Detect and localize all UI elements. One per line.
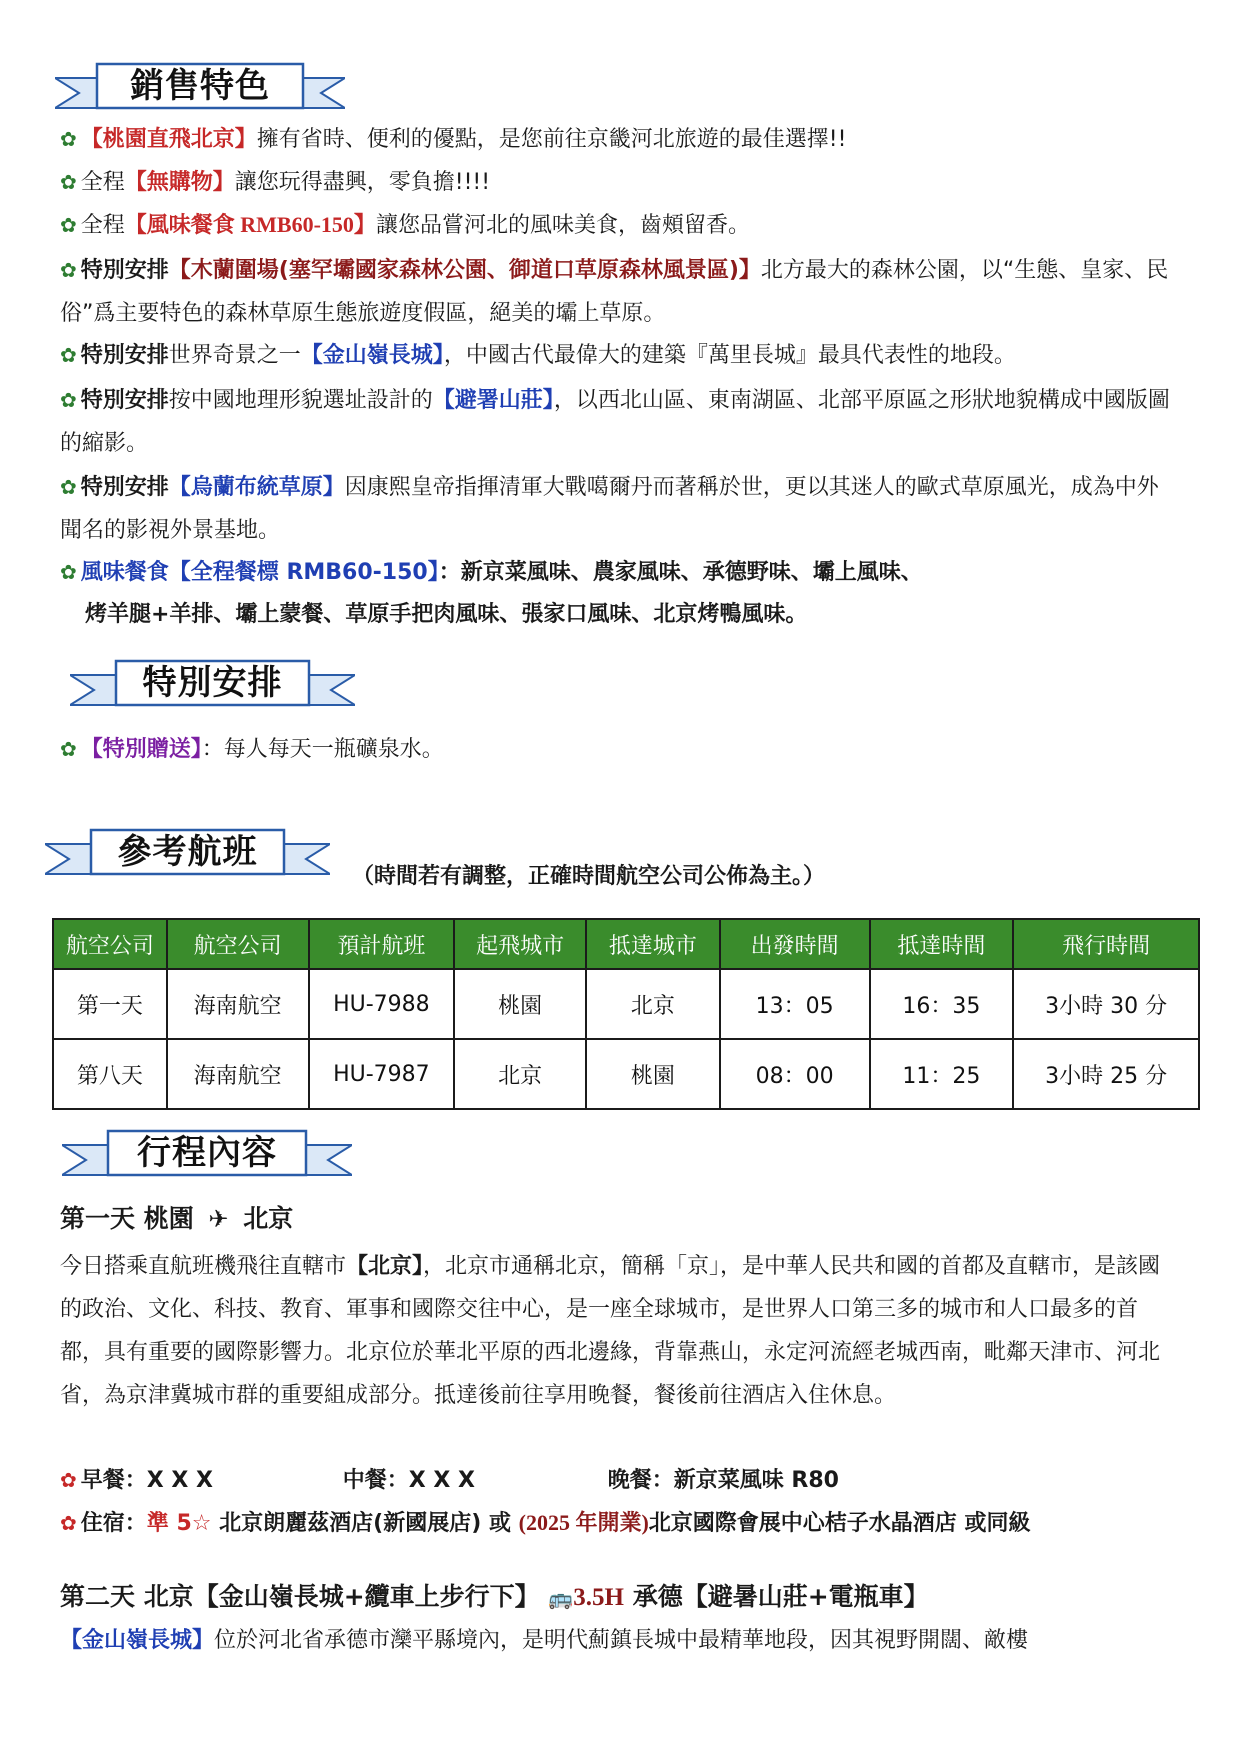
feature-text: ，以西北山區、東南湖區、北部平原區之形狀地貌構成中國版圖的縮影。 xyxy=(60,388,1170,456)
section-title: 銷售特色 xyxy=(130,66,270,106)
table-cell: 海南航空 xyxy=(167,969,309,1039)
flights-note: （時間若有調整，正確時間航空公司公佈為主。） xyxy=(352,864,826,889)
feature-item: ✿ 全程【無購物】讓您玩得盡興，零負擔!!!! xyxy=(60,170,491,195)
table-cell: 13：05 xyxy=(720,969,870,1039)
day1-meals xyxy=(60,1465,1180,1496)
table-cell: 3小時 25 分 xyxy=(1013,1039,1199,1109)
hotel-name: 北京朗麗茲酒店(新國展店) xyxy=(219,1511,482,1536)
bus-icon: 🚌 xyxy=(548,1586,574,1610)
special-item xyxy=(60,734,1180,765)
feature-item: ✿ 特別安排按中國地理形貌選址設計的【避署山莊】，以西北山區、東南湖區、北部平原區之形狀地貌構成中國版圖的縮影。 xyxy=(60,388,1170,456)
column-header: 飛行時間 xyxy=(1013,919,1199,969)
table-row xyxy=(53,969,1199,1039)
section-banner-flights xyxy=(45,824,330,886)
table-cell: HU-7987 xyxy=(309,1039,455,1109)
day1-accommodation: ✿ 住宿：準 5☆ 北京朗麗茲酒店(新國展店) 或 (2025 年開業)北京國際會展中心桔子水晶酒店 或同級 xyxy=(60,1510,1031,1536)
section-banner-itinerary xyxy=(62,1125,352,1187)
column-header: 抵達城市 xyxy=(586,919,720,969)
flower-icon: ✿ xyxy=(60,1511,77,1535)
section-banner-features xyxy=(55,58,345,120)
special-text: ：每人每天一瓶礦泉水。 xyxy=(201,737,444,762)
feature-item: ✿ 風味餐食【全程餐標 RMB60-150】：新京菜風味、農家風味、承德野味、壩上風味、 xyxy=(60,560,923,585)
table-cell: 海南航空 xyxy=(167,1039,309,1109)
feature-highlight: 【木蘭圍場(塞罕壩國家森林公園、御道口草原森林風景區)】 xyxy=(168,258,761,283)
feature-text: 讓您品嘗河北的風味美食，齒頰留香。 xyxy=(375,213,750,238)
table-cell: 3小時 30 分 xyxy=(1013,969,1199,1039)
column-header: 抵達時間 xyxy=(870,919,1014,969)
meal-dinner: 晚餐：新京菜風味 R80 xyxy=(607,1468,839,1493)
feature-highlight: 【避署山莊】 xyxy=(432,388,554,413)
feature-text: ，中國古代最偉大的建築『萬里長城』最具代表性的地段。 xyxy=(443,343,1016,368)
feature-text: 因康熙皇帝指揮清軍大戰噶爾丹而著稱於世，更以其迷人的歐式草原風光，成為中外聞名的影視外景基地。 xyxy=(60,475,1159,543)
feature-item: ✿ 特別安排世界奇景之一【金山嶺長城】，中國古代最偉大的建築『萬里長城』最具代表性的地段。 xyxy=(60,343,1016,368)
day1-title: 第一天 桃園 ✈ 北京 xyxy=(60,1204,294,1233)
feature-highlight: 【烏蘭布統草原】 xyxy=(168,475,345,500)
section-title: 特別安排 xyxy=(142,663,283,703)
feature-item-continued: 烤羊腿+羊排、壩上蒙餐、草原手把肉風味、張家口風味、北京烤鴨風味。 xyxy=(85,602,808,627)
table-cell: 北京 xyxy=(586,969,720,1039)
column-header: 預計航班 xyxy=(309,919,455,969)
clover-icon: ✿ xyxy=(60,475,77,499)
clover-icon: ✿ xyxy=(60,388,77,412)
table-cell: 11：25 xyxy=(870,1039,1014,1109)
column-header: 航空公司 xyxy=(167,919,309,969)
meal-breakfast: 早餐：X X X xyxy=(80,1468,213,1493)
clover-icon: ✿ xyxy=(60,343,77,367)
section-title: 行程內容 xyxy=(137,1133,277,1173)
feature-highlight: 【風味餐食 RMB60-150】 xyxy=(124,212,376,237)
feature-text: 讓您玩得盡興，零負擔!!!! xyxy=(234,170,491,195)
table-cell: 桃園 xyxy=(586,1039,720,1109)
flights-table xyxy=(52,918,1200,1110)
day2-title: 第二天 北京【金山嶺長城+纜車上步行下】 🚌3.5H 承德【避暑山莊+電瓶車】 xyxy=(60,1582,929,1611)
table-cell: 第八天 xyxy=(53,1039,167,1109)
meal-lunch: 中餐：X X X xyxy=(342,1468,475,1493)
feature-item: ✿ 全程【風味餐食 RMB60-150】讓您品嘗河北的風味美食，齒頰留香。 xyxy=(60,212,750,238)
clover-icon: ✿ xyxy=(60,127,77,151)
table-cell: 第一天 xyxy=(53,969,167,1039)
day1-highlight: 【北京】 xyxy=(346,1254,424,1279)
table-cell: 北京 xyxy=(454,1039,586,1109)
clover-icon: ✿ xyxy=(60,560,77,584)
clover-icon: ✿ xyxy=(60,737,77,761)
feature-highlight: 【金山嶺長城】 xyxy=(300,343,444,368)
hotel-name: 北京國際會展中心桔子水晶酒店 xyxy=(648,1511,957,1536)
day1-paragraph: 今日搭乘直航班機飛往直轄市【北京】，北京市通稱北京，簡稱「京」，是中華人民共和國的首都及直轄市，是該國的政治、文化、科技、教育、軍事和國際交往中心，是一座全球城市，是世界人口第三多的城市和人口最多的首都，具有重要的國際影響力。北京位於華北平原的西北邊緣，背靠燕山，永定河流經老城西南，毗鄰天津市、河北省，為京津冀城市群的重要組成部分。抵達後前往享用晚餐，餐後前往酒店入住休息。 xyxy=(60,1254,1161,1408)
clover-icon: ✿ xyxy=(60,258,77,282)
airplane-icon: ✈ xyxy=(208,1205,229,1233)
feature-text: 北方最大的森林公園，以“生態、皇家、民俗”爲主要特色的森林草原生態旅遊度假區，絕美的壩上草原。 xyxy=(60,258,1169,326)
table-cell: 16：35 xyxy=(870,969,1014,1039)
table-cell: HU-7988 xyxy=(309,969,455,1039)
hotel-grade: 準 5☆ xyxy=(146,1511,212,1536)
day2-highlight: 【金山嶺長城】 xyxy=(60,1628,215,1653)
feature-highlight: 【桃園直飛北京】 xyxy=(80,127,257,152)
table-row xyxy=(53,1039,1199,1109)
feature-highlight: 【全程餐標 RMB60-150】 xyxy=(168,560,439,585)
day2-paragraph: 【金山嶺長城】位於河北省承德市灤平縣境內，是明代薊鎮長城中最精華地段，因其視野開闊、敵樓 xyxy=(60,1628,1029,1653)
flower-icon: ✿ xyxy=(60,1468,77,1492)
section-title: 參考航班 xyxy=(117,832,258,872)
section-banner-special xyxy=(70,655,355,717)
clover-icon: ✿ xyxy=(60,213,77,237)
table-header-row xyxy=(53,919,1199,969)
travel-duration: 3.5H xyxy=(573,1584,624,1611)
column-header: 出發時間 xyxy=(720,919,870,969)
table-cell: 08：00 xyxy=(720,1039,870,1109)
feature-item xyxy=(60,124,1180,155)
table-cell: 桃園 xyxy=(454,969,586,1039)
feature-item: ✿ 特別安排【烏蘭布統草原】因康熙皇帝指揮清軍大戰噶爾丹而著稱於世，更以其迷人的歐式草原風光，成為中外聞名的影視外景基地。 xyxy=(60,475,1159,543)
feature-item: ✿ 特別安排【木蘭圍場(塞罕壩國家森林公園、御道口草原森林風景區)】北方最大的森林公園，以“生態、皇家、民俗”爲主要特色的森林草原生態旅遊度假區，絕美的壩上草原。 xyxy=(60,258,1169,326)
special-highlight: 【特別贈送】 xyxy=(80,737,202,762)
feature-text: 擁有省時、便利的優點，是您前往京畿河北旅遊的最佳選擇!! xyxy=(256,127,847,152)
column-header: 起飛城市 xyxy=(454,919,586,969)
clover-icon: ✿ xyxy=(60,170,77,194)
feature-highlight: 【無購物】 xyxy=(124,170,235,195)
column-header: 航空公司 xyxy=(53,919,167,969)
opening-note: (2025 年開業) xyxy=(518,1510,649,1535)
feature-text: ：新京菜風味、農家風味、承德野味、壩上風味、 xyxy=(438,560,923,585)
